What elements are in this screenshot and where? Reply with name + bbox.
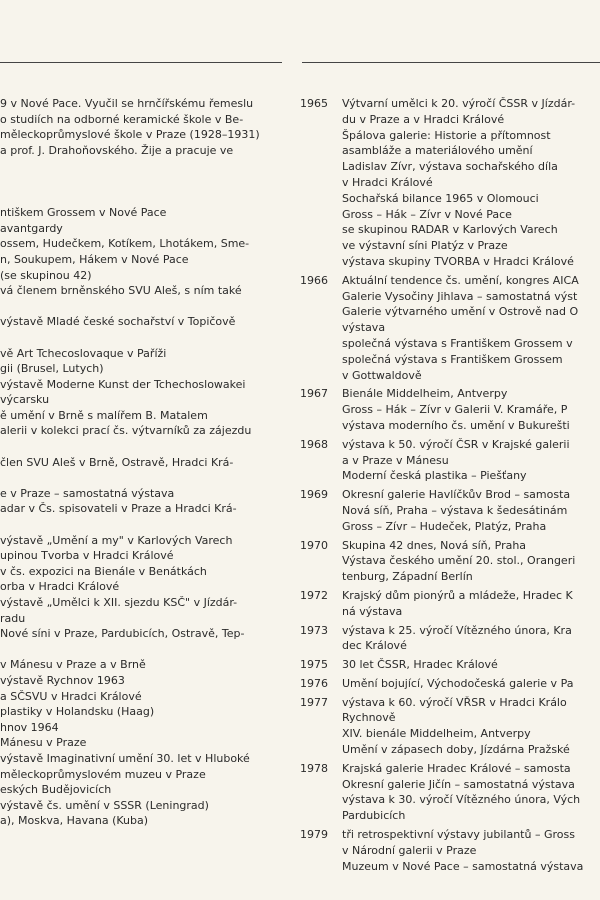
left-text-column (0, 96, 288, 829)
chronology-entry (300, 657, 600, 673)
biography-line: eských Budějovicích (0, 783, 112, 797)
entry-items (342, 676, 600, 692)
entry-line: Špálova galerie: Historie a přítomnost (342, 128, 551, 142)
biography-line: výcarsku (0, 393, 50, 407)
entry-year: 1976 (300, 676, 328, 690)
biography-line: plastiky v Holandsku (Haag) (0, 705, 155, 719)
entry-line: Výstava českého umění 20. stol., Orangeri (342, 554, 576, 568)
chronology-entry (300, 761, 600, 824)
blank-line (0, 190, 288, 206)
chronology-entry (300, 695, 600, 758)
biography-line: výstavě Moderne Kunst der Tchechoslowakei (0, 377, 246, 391)
entry-line: Krajská galerie Hradec Králové – samosta (342, 761, 571, 775)
entry-year: 1967 (300, 387, 328, 401)
chronology-entry (300, 588, 600, 620)
entry-year: 1978 (300, 761, 328, 775)
biography-line: e v Praze – samostatná výstava (0, 486, 175, 500)
biography-line: gii (Brusel, Lutych) (0, 362, 104, 376)
entry-line: Pardubicích (342, 809, 406, 823)
entry-line: Ladislav Zívr, výstava sochařského díla (342, 160, 558, 174)
entry-year: 1965 (300, 97, 328, 110)
entry-year: 1970 (300, 538, 328, 552)
biography-line: 9 v Nové Pace. Vyučil se hrnčířskému řemeslu (0, 97, 254, 110)
entry-line: Krajský dům pionýrů a mládeže, Hradec K (342, 588, 573, 602)
entry-line: 30 let ČSSR, Hradec Králové (342, 658, 498, 672)
chronology-entry (300, 487, 600, 534)
biography-line: a prof. J. Drahoňovského. Žije a pracuje ve (0, 143, 234, 157)
entry-line: výstava k 50. výročí ČSR v Krajské galerii (342, 437, 570, 451)
biography-line: výstavě Imaginativní umění 30. let v Hluboké (0, 751, 250, 765)
blank-line (0, 330, 288, 346)
biography-line: o studiích na odborné keramické škole v Be- (0, 112, 244, 126)
blank-line (0, 517, 288, 533)
biography-line: Nové síni v Praze, Pardubicích, Ostravě, Tep- (0, 627, 245, 641)
right-chronology-column (300, 96, 600, 877)
entry-line: společná výstava s Františkem Grossem (342, 352, 563, 366)
chronology-entry (300, 96, 600, 270)
entry-line: ve výstavní síni Platýz v Praze (342, 239, 508, 253)
entry-line: výstava skupiny TVORBA v Hradci Králové (342, 254, 574, 268)
entry-line: Galerie výtvarného umění v Ostrově nad O (342, 305, 579, 319)
entry-line: Umění bojující, Východočeská galerie v Pa (342, 676, 574, 690)
biography-line: vá členem brněnského SVU Aleš, s ním také (0, 284, 242, 298)
biography-line: hnov 1964 (0, 720, 59, 734)
biography-line: výstavě „Umění a my" v Karlových Varech (0, 533, 233, 547)
entry-line: Nová síň, Praha – výstava k šedesátinám (342, 503, 568, 517)
entry-items (342, 761, 600, 824)
entry-year: 1969 (300, 488, 328, 502)
entry-items (342, 487, 600, 534)
entry-line: Umění v zápasech doby, Jízdárna Pražské (342, 743, 570, 757)
entry-line: výstava k 30. výročí Vítězného února, Vých (342, 793, 581, 807)
entry-line: Gross – Hák – Zívr v Galerii V. Kramáře, P (342, 403, 568, 417)
entry-line: asambláže a materiálového umění (342, 144, 533, 158)
entry-items (342, 273, 600, 384)
entry-line: Gross – Zívr – Hudeček, Platýz, Praha (342, 519, 547, 533)
biography-line: člen SVU Aleš v Brně, Ostravě, Hradci Krá- (0, 455, 234, 469)
entry-line: ná výstava (342, 604, 403, 618)
entry-line: v Hradci Králové (342, 175, 433, 189)
entry-year: 1972 (300, 588, 328, 602)
entry-line: Gross – Hák – Zívr v Nové Pace (342, 207, 512, 221)
biography-line: (se skupinou 42) (0, 268, 92, 282)
biography-line: upinou Tvorba v Hradci Králové (0, 549, 174, 563)
chronology-entry (300, 827, 600, 874)
entry-items (342, 827, 600, 874)
blank-line (0, 439, 288, 455)
entry-line: Výtvarní umělci k 20. výročí ČSSR v Jízdár- (342, 97, 576, 110)
biography-line: a SČSVU v Hradci Králové (0, 689, 142, 703)
entry-line: výstava k 60. výročí VŘSR v Hradci Králo (342, 695, 567, 709)
entry-line: Skupina 42 dnes, Nová síň, Praha (342, 538, 527, 552)
chronology-entry (300, 273, 600, 384)
biography-line: orba v Hradci Králové (0, 580, 120, 594)
entry-line: výstava k 25. výročí Vítězného února, Kra (342, 623, 572, 637)
biography-line: a), Moskva, Havana (Kuba) (0, 814, 149, 828)
entry-items (342, 695, 600, 758)
entry-year: 1968 (300, 437, 328, 451)
entry-line: du v Praze a v Hradci Králové (342, 112, 505, 126)
biography-line: Mánesu v Praze (0, 736, 87, 750)
top-rule-right (302, 62, 600, 63)
biography-line: výstavě čs. umění v SSSR (Leningrad) (0, 798, 209, 812)
biography-line: měleckoprůmyslovém muzeu v Praze (0, 767, 206, 781)
entry-line: tři retrospektivní výstavy jubilantů – Gross (342, 828, 575, 842)
entry-line: v Národní galerii v Praze (342, 843, 477, 857)
biography-line: n, Soukupem, Hákem v Nové Pace (0, 252, 189, 266)
entry-line: a v Praze v Mánesu (342, 453, 449, 467)
entry-line: Moderní česká plastika – Piešťany (342, 469, 527, 483)
biography-line: radu (0, 611, 26, 625)
biography-line: alerii v kolekci prací čs. výtvarníků za zájezdu (0, 424, 252, 438)
entry-line: v Gottwaldově (342, 368, 422, 382)
biography-line: výstavě Rychnov 1963 (0, 673, 125, 687)
entry-line: dec Králové (342, 639, 407, 653)
entry-line: Rychnově (342, 711, 396, 725)
entry-items (342, 386, 600, 433)
biography-line: adar v Čs. spisovateli v Praze a Hradci Krá- (0, 502, 237, 516)
biography-line: výstavě Mladé české sochařství v Topičově (0, 315, 236, 329)
biography-line: ossem, Hudečkem, Kotíkem, Lhotákem, Sme- (0, 237, 250, 251)
blank-line (0, 470, 288, 486)
blank-line (0, 174, 288, 190)
biography-line: měleckoprůmyslové škole v Praze (1928–1931) (0, 128, 260, 142)
biography-line: ntiškem Grossem v Nové Pace (0, 206, 167, 220)
entry-line: výstava moderního čs. umění v Bukurešti (342, 418, 570, 432)
top-rule-left (0, 62, 282, 63)
entry-year: 1975 (300, 658, 328, 672)
entry-line: Aktuální tendence čs. umění, kongres AICA (342, 273, 579, 287)
chronology-entry (300, 437, 600, 484)
entry-line: výstava (342, 321, 386, 335)
entry-items (342, 623, 600, 655)
entry-line: XIV. bienále Middelheim, Antverpy (342, 727, 531, 741)
entry-line: Sochařská bilance 1965 v Olomouci (342, 191, 539, 205)
entry-items (342, 96, 600, 270)
blank-line (0, 158, 288, 174)
entry-items (342, 538, 600, 585)
entry-line: Okresní galerie Havlíčkův Brod – samosta (342, 488, 571, 502)
entry-line: tenburg, Západní Berlín (342, 570, 473, 584)
chronology-entry (300, 623, 600, 655)
entry-year: 1977 (300, 695, 328, 709)
entry-line: Galerie Vysočiny Jihlava – samostatná výst (342, 289, 578, 303)
chronology-entry (300, 676, 600, 692)
entry-line: Okresní galerie Jičín – samostatná výstava (342, 777, 575, 791)
blank-line (0, 299, 288, 315)
biography-line: v Mánesu v Praze a v Brně (0, 658, 146, 672)
biography-line: ě umění v Brně s malířem B. Matalem (0, 408, 208, 422)
chronology-entry (300, 386, 600, 433)
entry-line: se skupinou RADAR v Karlových Varech (342, 223, 558, 237)
blank-line (0, 642, 288, 658)
entry-year: 1966 (300, 273, 328, 287)
chronology-entry (300, 538, 600, 585)
entry-items (342, 657, 600, 673)
entry-line: Muzeum v Nové Pace – samostatná výstava (342, 859, 584, 873)
entry-year: 1973 (300, 623, 328, 637)
biography-line: avantgardy (0, 221, 63, 235)
entry-year: 1979 (300, 828, 328, 842)
biography-line: vě Art Tchecoslovaque v Paříži (0, 346, 167, 360)
biography-line: v čs. expozici na Bienále v Benátkách (0, 564, 207, 578)
entry-items (342, 437, 600, 484)
entry-line: společná výstava s Františkem Grossem v (342, 336, 573, 350)
entry-items (342, 588, 600, 620)
entry-line: Bienále Middelheim, Antverpy (342, 387, 508, 401)
biography-line: výstavě „Umělci k XII. sjezdu KSČ" v Jízdár- (0, 596, 238, 609)
